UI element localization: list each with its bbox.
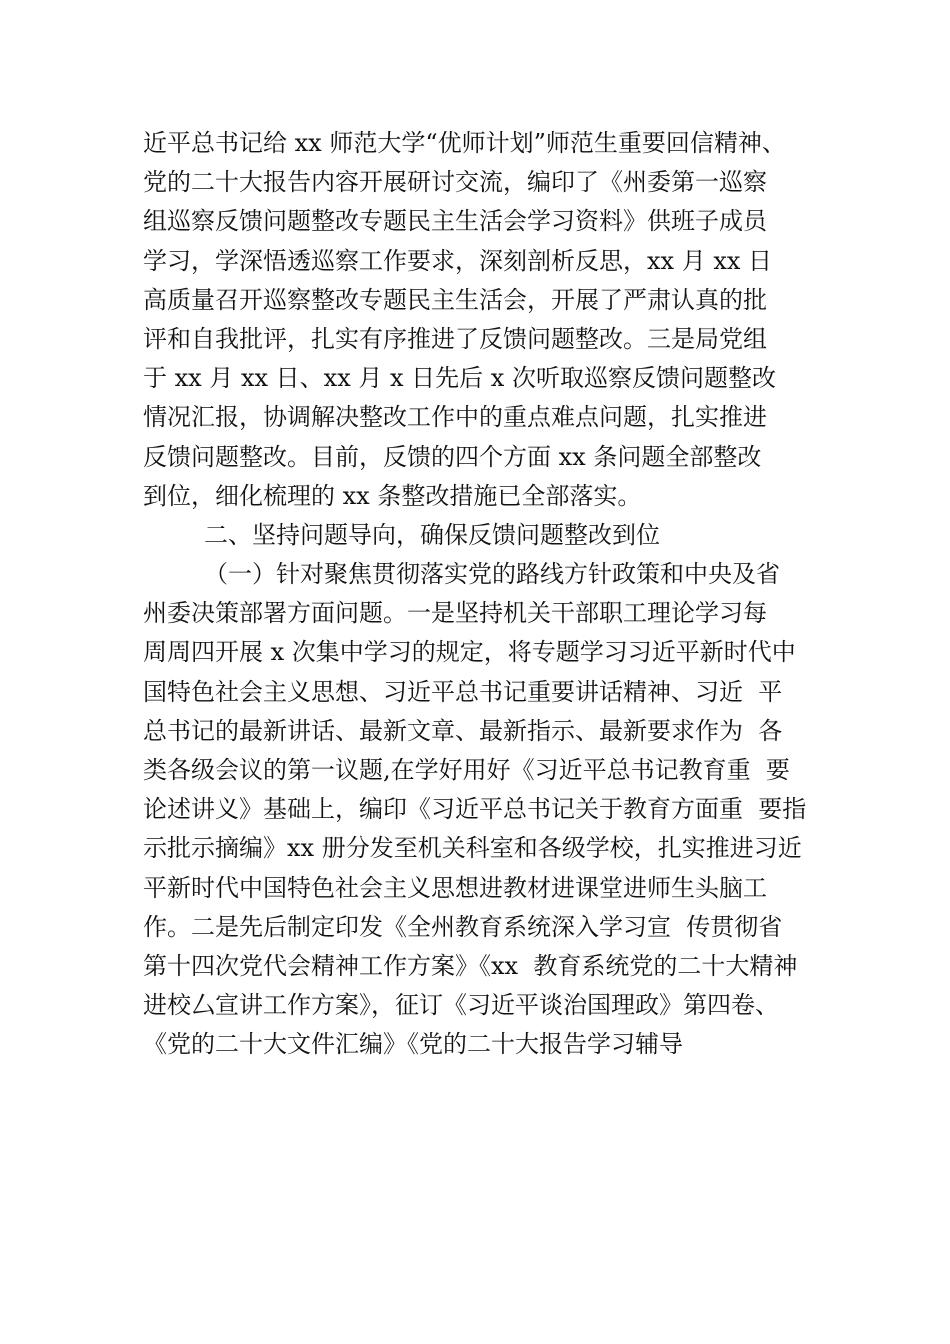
text-line: 评和自我批评，扎实有序推进了反馈问题整改。三是局党组 [143, 324, 767, 353]
section-heading: 二、坚持问题导向，确保反馈问题整改到位 [143, 520, 661, 549]
document-body-text [143, 124, 843, 1065]
text-line: 进校⼛宣讲工作方案》，征订《习近平谈治国理政》第四卷、 [143, 991, 779, 1020]
text-line: 第十四次党代会精神工作方案》《xx 教育系统党的二十大精神 [143, 951, 798, 980]
text-line: 类各级会议的第一议题,在学好用好《习近平总书记教育重 要 [143, 756, 790, 784]
subsection-heading-line: （一）针对聚焦贯彻落实党的路线方针政策和中央及省 [143, 560, 781, 589]
text-line: 近平总书记给 xx 师范大学“优师计划”师范生重要回信精神、 [143, 129, 786, 157]
text-line: 总书记的最新讲话、最新文章、最新指示、最新要求作为 各 [143, 716, 783, 745]
text-line: 州委决策部署方面问题。一是坚持机关干部职工理论学习每 [143, 599, 767, 628]
text-line: 论述讲义》基础上，编印《习近平总书记关于教育方面重 要指 [143, 795, 807, 824]
text-line: 《党的二十大文件汇编》《党的二十大报告学习辅导 [143, 1030, 683, 1059]
text-line: 国特色社会主义思想、习近平总书记重要讲话精神、习近 平 [143, 677, 783, 706]
text-line: 到位，细化梳理的 xx 条整改措施已全部落实。 [143, 481, 642, 510]
text-line: 作。二是先后制定印发《全州教育系统深入学习宣 传贯彻省 [143, 912, 783, 941]
text-line: 于 xx 月 xx 日、xx 月 x 日先后 x 次听取巡察反馈问题整改 [143, 364, 776, 393]
text-line: 组巡察反馈问题整改专题民主生活会学习资料》供班子成员 [143, 207, 767, 236]
text-line: 平新时代中国特色社会主义思想进教材进课堂进师生头脑工 [143, 873, 767, 902]
text-line: 情况汇报，协调解决整改工作中的重点难点问题，扎实推进 [143, 403, 767, 432]
text-line: 示批示摘编》xx 册分发至机关科室和各级学校，扎实推进习近 [143, 834, 802, 863]
text-line: 学习，学深悟透巡察工作要求，深刻剖析反思，xx 月 xx 日 [143, 246, 773, 275]
text-line: 周周四开展 x 次集中学习的规定，将专题学习习近平新时代中 [143, 638, 796, 667]
text-line: 高质量召开巡察整改专题民主生活会，开展了严肃认真的批 [143, 285, 767, 314]
text-line: 党的二十大报告内容开展研讨交流，编印了《州委第一巡察 [143, 168, 767, 197]
text-line: 反馈问题整改。目前，反馈的四个方面 xx 条问题全部整改 [143, 442, 762, 471]
